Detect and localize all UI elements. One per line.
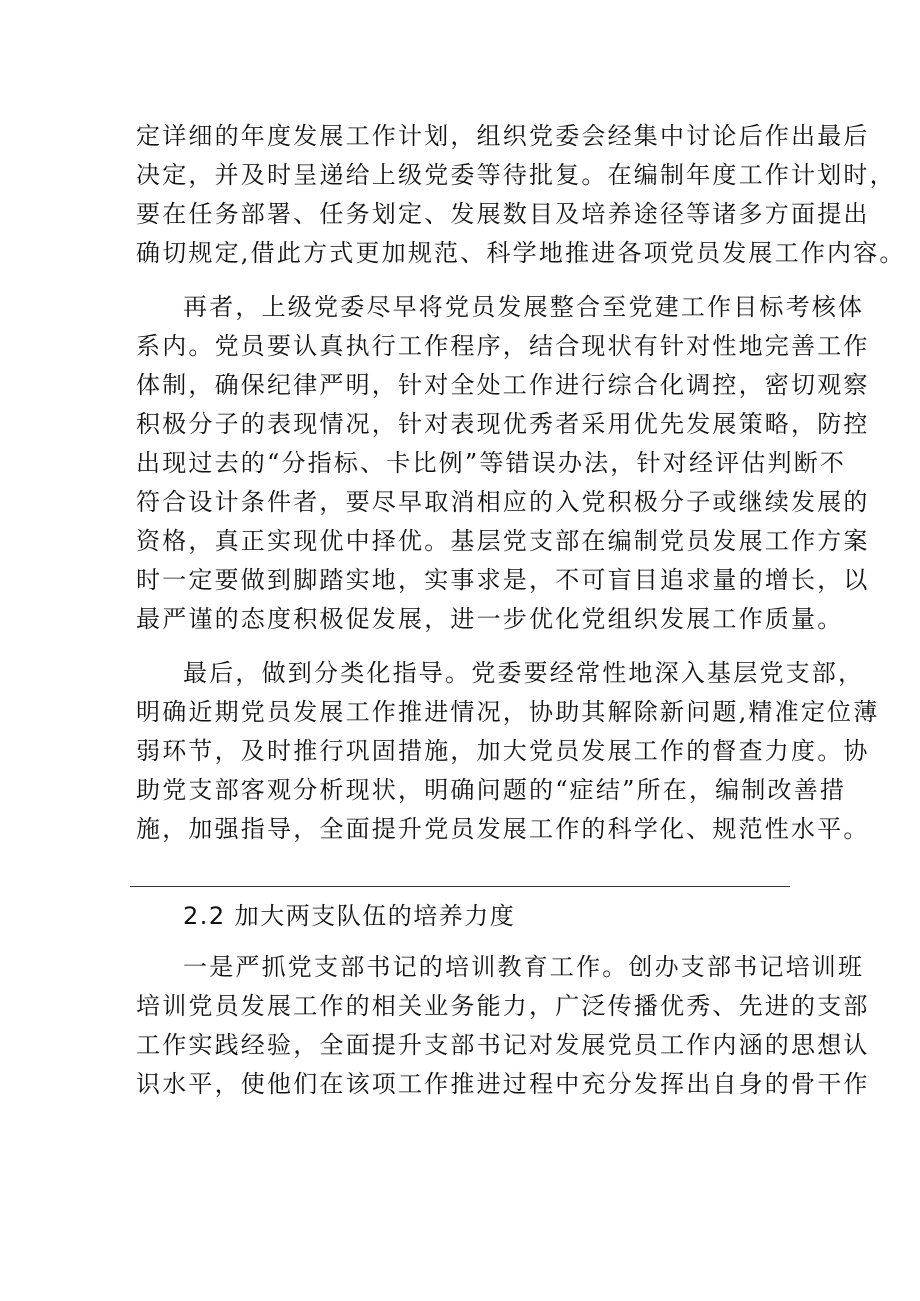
paragraph-start: 再者，上级党委尽早将党员发展整合至党建工作目标考核体 [183,293,865,321]
text-line: 决定，并及时呈递给上级党委等待批复。在编制年度工作计划时， [136,161,896,189]
text-line: 最严谨的态度积极促发展，进一步优化党组织发展工作质量。 [136,605,844,633]
text-line: 系内。党员要认真执行工作程序，结合现状有针对性地完善工作 [136,332,870,360]
text-line: 定详细的年度发展工作计划，组织党委会经集中讨论后作出最后 [136,122,870,150]
text-line: 出现过去的“分指标、卡比例”等错误办法，针对经评估判断不 [136,449,847,477]
horizontal-rule [130,886,790,887]
section-heading: 2.2 加大两支队伍的培养力度 [183,902,516,930]
paragraph-start: 最后，做到分类化指导。党委要经常性地深入基层党支部， [183,659,865,687]
text-line: 符合设计条件者，要尽早取消相应的入党积极分子或继续发展的 [136,488,870,516]
text-line: 助党支部客观分析现状，明确问题的“症结”所在，编制改善措 [136,776,847,804]
text-line: 积极分子的表现情况，针对表现优秀者采用优先发展策略，防控 [136,410,870,438]
text-line: 培训党员发展工作的相关业务能力，广泛传播优秀、先进的支部 [136,992,870,1020]
text-line: 施，加强指导，全面提升党员发展工作的科学化、规范性水平。 [136,815,870,843]
text-line: 体制，确保纪律严明，针对全处工作进行综合化调控，密切观察 [136,371,870,399]
text-line: 弱环节，及时推行巩固措施，加大党员发展工作的督查力度。协 [136,737,870,765]
text-line: 工作实践经验，全面提升支部书记对发展党员工作内涵的思想认 [136,1031,870,1059]
text-line: 识水平，使他们在该项工作推进过程中充分发挥出自身的骨干作 [136,1070,870,1098]
text-line: 时一定要做到脚踏实地，实事求是，不可盲目追求量的增长，以 [136,566,870,594]
text-line: 资格，真正实现优中择优。基层党支部在编制党员发展工作方案 [136,527,870,555]
text-line: 确切规定,借此方式更加规范、科学地推进各项党员发展工作内容。 [136,239,906,267]
paragraph-start: 一是严抓党支部书记的培训教育工作。创办支部书记培训班 [183,953,865,981]
text-line: 要在任务部署、任务划定、发展数目及培养途径等诸多方面提出 [136,200,870,228]
text-line: 明确近期党员发展工作推进情况，协助其解除新问题,精准定位薄 [136,698,880,726]
